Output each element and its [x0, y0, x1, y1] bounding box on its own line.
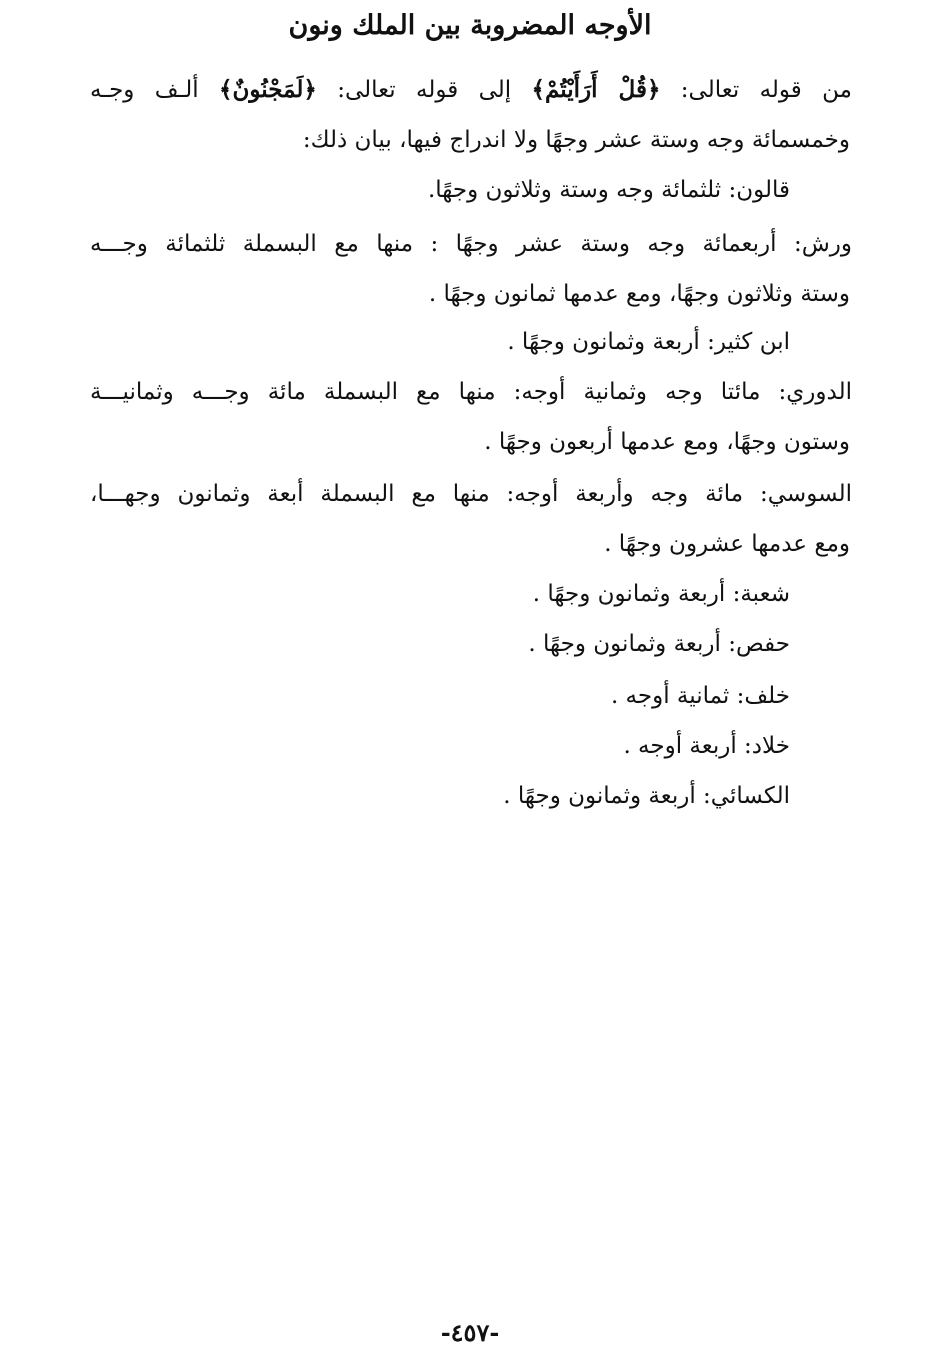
intro-suffix: ألـف وجـه [90, 77, 220, 103]
entry-hafs: حفص: أربعة وثمانون وجهًا . [528, 631, 790, 657]
entry-duri-line-2: وستون وجهًا، ومع عدمها أربعون وجهًا . [484, 429, 850, 455]
intro-line-1 [90, 74, 852, 106]
entry-warsh-line-2: وستة وثلاثون وجهًا، ومع عدمها ثمانون وجهًا . [428, 281, 850, 307]
entry-duri-line-1: الدوري: مائتا وجه وثمانية أوجه: منها مع البسملة مائة وجـــه وثمانيـــة [90, 379, 852, 405]
quran-quote-1: ﴿قُلْ أَرَأَيْتُمْ﴾ [531, 76, 661, 103]
entry-kisai: الكسائي: أربعة وثمانون وجهًا . [503, 783, 790, 809]
page-title: الأوجه المضروبة بين الملك ونون [288, 10, 652, 41]
entry-warsh-line-1: ورش: أربعمائة وجه وستة عشر وجهًا : منها مع البسملة ثلثمائة وجـــه [90, 231, 852, 257]
intro-prefix: من قوله تعالى: [660, 77, 852, 103]
intro-middle: إلى قوله تعالى: [316, 77, 532, 103]
entry-qalun: قالون: ثلثمائة وجه وستة وثلاثون وجهًا. [427, 177, 790, 203]
page-number: -٤٥٧- [440, 1318, 500, 1347]
entry-ibn-kathir: ابن كثير: أربعة وثمانون وجهًا . [507, 329, 790, 355]
entry-shuba: شعبة: أربعة وثمانون وجهًا . [532, 581, 790, 607]
quran-quote-2: ﴿لَمَجْنُونٌ﴾ [219, 76, 317, 103]
entry-susi-line-2: ومع عدمها عشرون وجهًا . [604, 531, 850, 557]
intro-line-2: وخمسمائة وجه وستة عشر وجهًا ولا اندراج فيها، بيان ذلك: [302, 127, 850, 153]
entry-khalaf: خلف: ثمانية أوجه . [610, 683, 790, 709]
entry-khallad: خلاد: أربعة أوجه . [623, 733, 790, 759]
entry-susi-line-1: السوسي: مائة وجه وأربعة أوجه: منها مع البسملة أبعة وثمانون وجهـــا، [90, 481, 852, 507]
